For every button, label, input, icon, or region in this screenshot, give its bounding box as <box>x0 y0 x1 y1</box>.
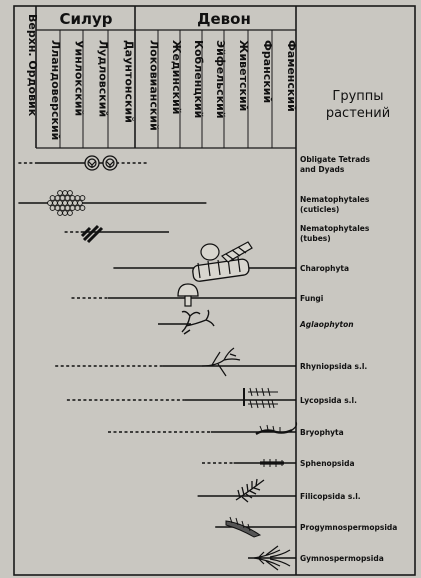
plant-group-label: Progymnospermopsida <box>300 523 398 532</box>
stage-label: Лудловский <box>96 40 110 118</box>
plant-group-label: Nematophytales <box>300 224 370 233</box>
plant-group-label-line2: and Dyads <box>300 165 345 174</box>
devonian-header: Девон <box>197 10 251 28</box>
stage-label: Франский <box>261 40 274 104</box>
plant-group-label: Charophyta <box>300 264 349 273</box>
plant-group-label-line2: (cuticles) <box>300 205 340 214</box>
stage-label: Верхн. Ордовик <box>26 14 39 117</box>
plant-group-label: Rhyniopsida s.l. <box>300 362 368 371</box>
plant-group-label: Nematophytales <box>300 195 370 204</box>
stage-label: Фаменский <box>285 40 298 112</box>
stage-label: Лландоверский <box>49 40 62 141</box>
plant-group-label: Sphenopsida <box>300 459 355 468</box>
plant-group-label: Lycopsida s.l. <box>300 396 357 405</box>
stage-label: Жединский <box>170 40 183 115</box>
plant-groups-header-line2: растений <box>325 106 391 121</box>
plant-group-label: Obligate Tetrads <box>300 155 370 164</box>
plant-groups-header-line1: Группы <box>332 89 384 104</box>
stage-label: Уинлокский <box>72 40 86 117</box>
stage-label: Живетский <box>237 40 250 112</box>
plant-group-label-line2: (tubes) <box>300 234 331 243</box>
plant-group-label: Aglaophyton <box>300 320 354 329</box>
plant-group-label: Fungi <box>300 294 324 303</box>
stage-label: Эйфельский <box>214 40 227 119</box>
plant-group-label: Bryophyta <box>300 428 344 437</box>
plant-group-label: Filicopsida s.l. <box>300 492 361 501</box>
silurian-header: Силур <box>59 10 113 28</box>
stage-label: Локовианский <box>147 40 161 131</box>
stage-label: Кобленцкий <box>192 40 205 119</box>
plant-group-label: Gymnospermopsida <box>300 554 384 563</box>
stage-label: Даунтонский <box>122 40 136 123</box>
